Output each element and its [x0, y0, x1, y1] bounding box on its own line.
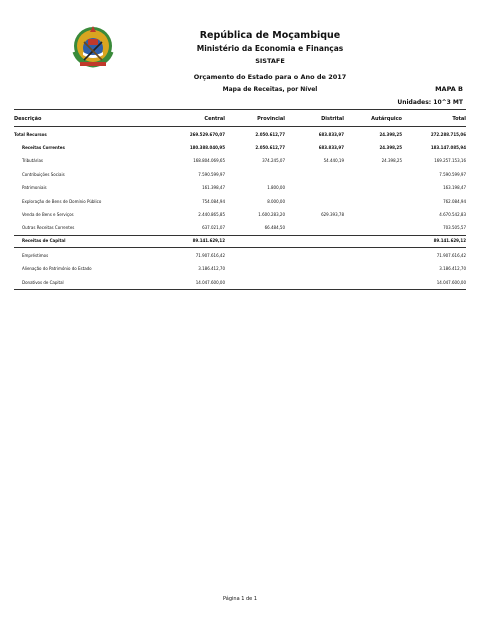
section-rule [14, 247, 466, 248]
row-provincial: 2.050.612,77 [255, 145, 285, 150]
row-provincial: 66.484,50 [264, 225, 285, 230]
page-title: República de Moçambique [199, 30, 341, 41]
table-row [14, 169, 466, 181]
row-total: 4.670.542,83 [439, 212, 466, 217]
row-description: Tributárias [22, 158, 43, 163]
budget-title: Orçamento do Estado para o Ano de 2017 [193, 73, 347, 81]
row-central: 637.021,07 [202, 225, 225, 230]
table-row [14, 129, 466, 141]
table-top-rule [14, 109, 466, 110]
row-provincial: 374.245,07 [262, 158, 285, 163]
row-description: Alienação do Património do Estado [22, 266, 92, 271]
row-total: 3.186.412,70 [439, 266, 466, 271]
row-autarquico: 24.398,25 [381, 158, 402, 163]
map-title: Mapa de Receitas, por Nível [222, 86, 318, 93]
table-row [14, 263, 466, 275]
system-name: SISTAFE [255, 57, 285, 65]
row-description: Patrimoniais [22, 185, 47, 190]
row-total: 71.907.616,42 [436, 253, 466, 258]
table-row [14, 222, 466, 234]
row-total: 183.147.085,94 [430, 145, 466, 150]
table-header [14, 113, 466, 125]
row-total: 89.141.629,12 [433, 238, 466, 243]
col-provincial: Provincial [257, 116, 285, 122]
row-central: 71.907.616,42 [195, 253, 225, 258]
row-autarquico: 24.398,25 [379, 132, 402, 137]
col-distrital: Distrital [321, 116, 344, 122]
row-provincial: 1.600.283,20 [258, 212, 285, 217]
table-row [14, 277, 466, 289]
row-description: Outras Receitas Correntes [22, 225, 75, 230]
row-distrital: 683.833,97 [318, 132, 344, 137]
row-total: 703.505,57 [443, 225, 466, 230]
ministry-name: Ministério da Economia e Finanças [196, 44, 344, 53]
row-distrital: 629.393,78 [321, 212, 344, 217]
row-total: 272.288.715,06 [430, 132, 466, 137]
table-row [14, 209, 466, 221]
row-central: 3.186.412,70 [198, 266, 225, 271]
table-header-rule [14, 126, 466, 127]
row-total: 163.198,47 [443, 185, 466, 190]
table-row [14, 235, 466, 247]
row-central: 7.590.599,97 [198, 172, 225, 177]
mapa-label: MAPA B [435, 85, 463, 93]
row-description: Receitas Correntes [22, 145, 65, 150]
units-label: Unidades: 10^3 MT [397, 99, 463, 106]
table-bottom-rule [14, 289, 466, 290]
row-central: 168.804.069,65 [193, 158, 225, 163]
row-description: Donativos de Capital [22, 280, 64, 285]
row-total: 14.047.600,00 [436, 280, 466, 285]
row-description: Exploração de Bens de Domínio Público [22, 199, 102, 204]
row-central: 89.141.629,12 [192, 238, 225, 243]
row-central: 754.084,94 [202, 199, 225, 204]
row-description: Contribuições Sociais [22, 172, 65, 177]
row-autarquico: 24.398,25 [379, 145, 402, 150]
row-total: 7.590.599,97 [439, 172, 466, 177]
table-row [14, 155, 466, 167]
row-provincial: 1.800,00 [267, 185, 285, 190]
col-central: Central [204, 116, 225, 122]
table-row [14, 142, 466, 154]
row-total: 169.257.153,16 [434, 158, 466, 163]
row-description: Receitas de Capital [22, 238, 66, 243]
row-description: Total Recursos [14, 132, 47, 137]
row-central: 269.529.670,07 [189, 132, 225, 137]
table-row [14, 182, 466, 194]
table-row [14, 250, 466, 262]
row-description: Empréstimos [22, 253, 49, 258]
col-total: Total [452, 116, 466, 122]
row-provincial: 2.050.612,77 [255, 132, 285, 137]
row-central: 180.388.040,95 [189, 145, 225, 150]
col-autarquico: Autárquico [371, 116, 402, 122]
row-provincial: 8.000,00 [267, 199, 285, 204]
page-number: Página 1 de 1 [222, 596, 258, 602]
row-central: 161.398,47 [202, 185, 225, 190]
row-distrital: 54.440,19 [323, 158, 344, 163]
col-descricao: Descrição [14, 116, 42, 122]
row-distrital: 683.833,97 [318, 145, 344, 150]
table-row [14, 196, 466, 208]
row-central: 14.047.600,00 [195, 280, 225, 285]
row-description: Venda de Bens e Serviços [22, 212, 74, 217]
row-total: 762.084,94 [443, 199, 466, 204]
row-central: 2.440.865,85 [198, 212, 225, 217]
